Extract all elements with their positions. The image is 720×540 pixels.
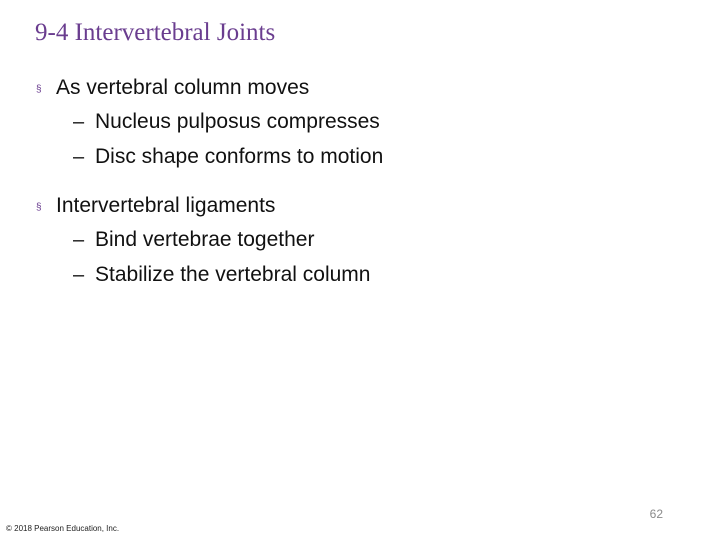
copyright-notice: © 2018 Pearson Education, Inc. — [6, 524, 120, 533]
sub-list — [36, 226, 383, 296]
sub-item-text: Bind vertebrae together — [95, 228, 315, 251]
sub-item — [73, 143, 383, 178]
sub-item — [73, 108, 383, 143]
bullet-list — [36, 74, 383, 310]
bullet-marker-icon: § — [36, 202, 42, 213]
bullet-item — [36, 192, 383, 296]
sub-item — [73, 261, 383, 296]
dash-icon: – — [73, 146, 85, 168]
dash-icon: – — [73, 264, 85, 286]
dash-icon: – — [73, 111, 85, 133]
bullet-text: Intervertebral ligaments — [56, 194, 276, 217]
sub-item-text: Disc shape conforms to motion — [95, 145, 384, 168]
slide-title: 9-4 Intervertebral Joints — [35, 19, 276, 46]
bullet-item — [36, 74, 383, 178]
sub-item-text: Nucleus pulposus compresses — [95, 110, 380, 133]
sub-list — [36, 108, 383, 178]
page-number: 62 — [649, 507, 663, 521]
sub-item — [73, 226, 383, 261]
bullet-line — [36, 192, 383, 220]
bullet-text: As vertebral column moves — [56, 76, 310, 99]
sub-item-text: Stabilize the vertebral column — [95, 263, 371, 286]
bullet-line — [36, 74, 383, 102]
bullet-marker-icon: § — [36, 84, 42, 95]
dash-icon: – — [73, 229, 85, 251]
